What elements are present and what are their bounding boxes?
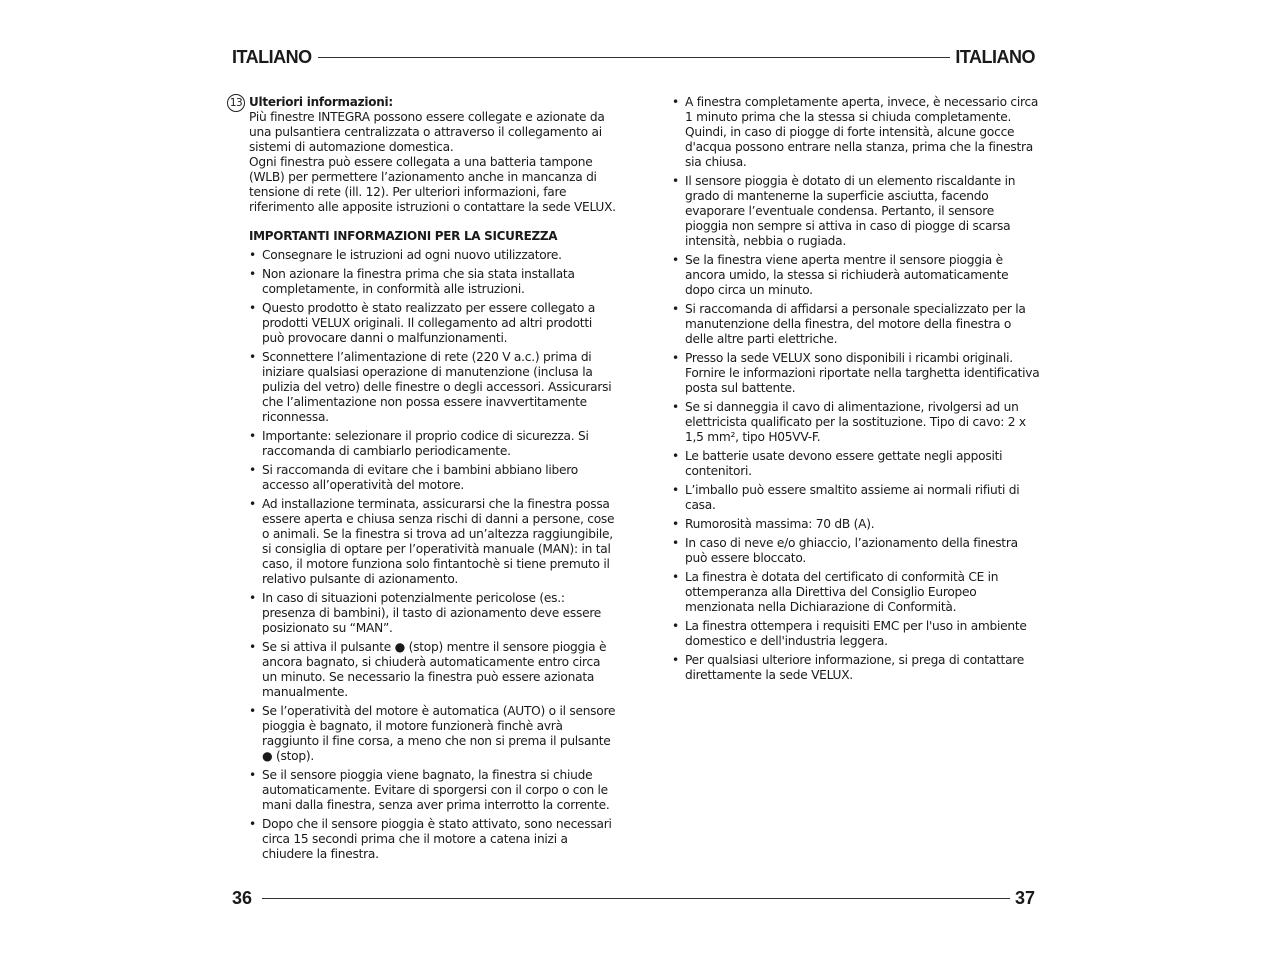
list-item: • Non azionare la finestra prima che sia stata installata completamente, in conformità alle istruzioni. [249, 267, 617, 297]
list-item: • Consegnare le istruzioni ad ogni nuovo utilizzatore. [249, 248, 617, 263]
list-item: • Si raccomanda di evitare che i bambini abbiano libero accesso all’operatività del motore. [249, 463, 617, 493]
list-item: • Presso la sede VELUX sono disponibili i ricambi originali. Fornire le informazioni riportate nella targhetta identificativa posta sul battente. [672, 351, 1040, 396]
left-column [229, 95, 617, 866]
section-number-badge: 13 [227, 94, 245, 112]
continued-bullet-list [672, 95, 1040, 683]
list-item: • Se la finestra viene aperta mentre il sensore pioggia è ancora umido, la stessa si richiuderà automaticamente dopo circa un minuto. [672, 253, 1040, 298]
list-item: • Ad installazione terminata, assicurarsi che la finestra possa essere aperta e chiusa senza rischi di danni a persone, cose o animali. Se la finestra si trova ad un’altezza raggiungibile, si consiglia di optare per l’operatività manuale (MAN): in tal caso, il motore funziona solo fintantochè si tiene premuto il relativo pulsante di azionamento. [249, 497, 617, 587]
header-title-right: ITALIANO [955, 47, 1035, 67]
info-paragraph-1: Più finestre INTEGRA possono essere collegate e azionate da una pulsantiera centralizzata o attraverso il collegamento ai sistemi di automazione domestica. [249, 110, 605, 154]
list-item: • La finestra ottempera i requisiti EMC per l'uso in ambiente domestico e dell'industria leggera. [672, 619, 1040, 649]
list-item: • Questo prodotto è stato realizzato per essere collegato a prodotti VELUX originali. Il collegamento ad altri prodotti può provocare danni o malfunzionamenti. [249, 301, 617, 346]
list-item: • Se il sensore pioggia viene bagnato, la finestra si chiude automaticamente. Evitare di sporgersi con il corpo o con le mani dalla finestra, senza aver prima interrotto la corrente. [249, 768, 617, 813]
right-column [672, 95, 1040, 687]
list-item: • Rumorosità massima: 70 dB (A). [672, 517, 1040, 532]
list-item: • Le batterie usate devono essere gettate negli appositi contenitori. [672, 449, 1040, 479]
header-rule [318, 57, 950, 58]
list-item: • Si raccomanda di affidarsi a personale specializzato per la manutenzione della finestra, del motore della finestra o delle altre parti elettriche. [672, 302, 1040, 347]
safety-heading: IMPORTANTI INFORMAZIONI PER LA SICUREZZA [249, 229, 558, 243]
list-item: • In caso di situazioni potenzialmente pericolose (es.: presenza di bambini), il tasto di azionamento deve essere posizionato su “MAN”. [249, 591, 617, 636]
list-item: • Dopo che il sensore pioggia è stato attivato, sono necessari circa 15 secondi prima che il motore a catena inizi a chiudere la finestra. [249, 817, 617, 862]
page-number-right: 37 [1014, 888, 1035, 908]
list-item: • Se l’operatività del motore è automatica (AUTO) o il sensore pioggia è bagnato, il motore funzionerà finchè avrà raggiunto il fine corsa, a meno che non si prema il pulsante ● (stop). [249, 704, 617, 764]
list-item: • La finestra è dotata del certificato di conformità CE in ottemperanza alla Direttiva del Consiglio Europeo menzionata nella Dichiarazione di Conformità. [672, 570, 1040, 615]
list-item: • Se si attiva il pulsante ● (stop) mentre il sensore pioggia è ancora bagnato, si chiuderà automaticamente entro circa un minuto. Se necessario la finestra può essere azionata manualmente. [249, 640, 617, 700]
section-heading [229, 95, 617, 110]
list-item: • In caso di neve e/o ghiaccio, l’azionamento della finestra può essere bloccato. [672, 536, 1040, 566]
info-paragraph-2: Ogni finestra può essere collegata a una batteria tampone (WLB) per permettere l’azionamento anche in mancanza di tensione di rete (ill. 12). Per ulteriori informazioni, fare riferimento alle apposite istruzioni o contattare la sede VELUX. [249, 155, 616, 214]
list-item: • L’imballo può essere smaltito assieme ai normali rifiuti di casa. [672, 483, 1040, 513]
list-item: • A finestra completamente aperta, invece, è necessario circa 1 minuto prima che la stessa si chiuda completamente. Quindi, in caso di piogge di forte intensità, alcune gocce d'acqua possono entrare nella stanza, prima che la finestra sia chiusa. [672, 95, 1040, 170]
list-item: • Importante: selezionare il proprio codice di sicurezza. Si raccomanda di cambiarlo periodicamente. [249, 429, 617, 459]
list-item: • Per qualsiasi ulteriore informazione, si prega di contattare direttamente la sede VELUX. [672, 653, 1040, 683]
header-title-left: ITALIANO [232, 47, 312, 67]
page-number-left: 36 [232, 888, 253, 908]
safety-bullet-list [249, 248, 617, 862]
footer-rule [262, 898, 1010, 899]
list-item: • Se si danneggia il cavo di alimentazione, rivolgersi ad un elettricista qualificato per la sostituzione. Tipo di cavo: 2 x 1,5 mm², tipo H05VV-F. [672, 400, 1040, 445]
section-title: Ulteriori informazioni: [249, 95, 393, 109]
list-item: • Il sensore pioggia è dotato di un elemento riscaldante in grado di mantenerne la superficie asciutta, facendo evaporare l’eventuale condensa. Pertanto, il sensore pioggia non sempre si attiva in caso di piogge di scarsa intensità, nebbia o rugiada. [672, 174, 1040, 249]
list-item: • Sconnettere l’alimentazione di rete (220 V a.c.) prima di iniziare qualsiasi operazione di manutenzione (inclusa la pulizia del vetro) delle finestre o degli accessori. Assicurarsi che l’alimentazione non possa essere inavvertitamente riconnessa. [249, 350, 617, 425]
